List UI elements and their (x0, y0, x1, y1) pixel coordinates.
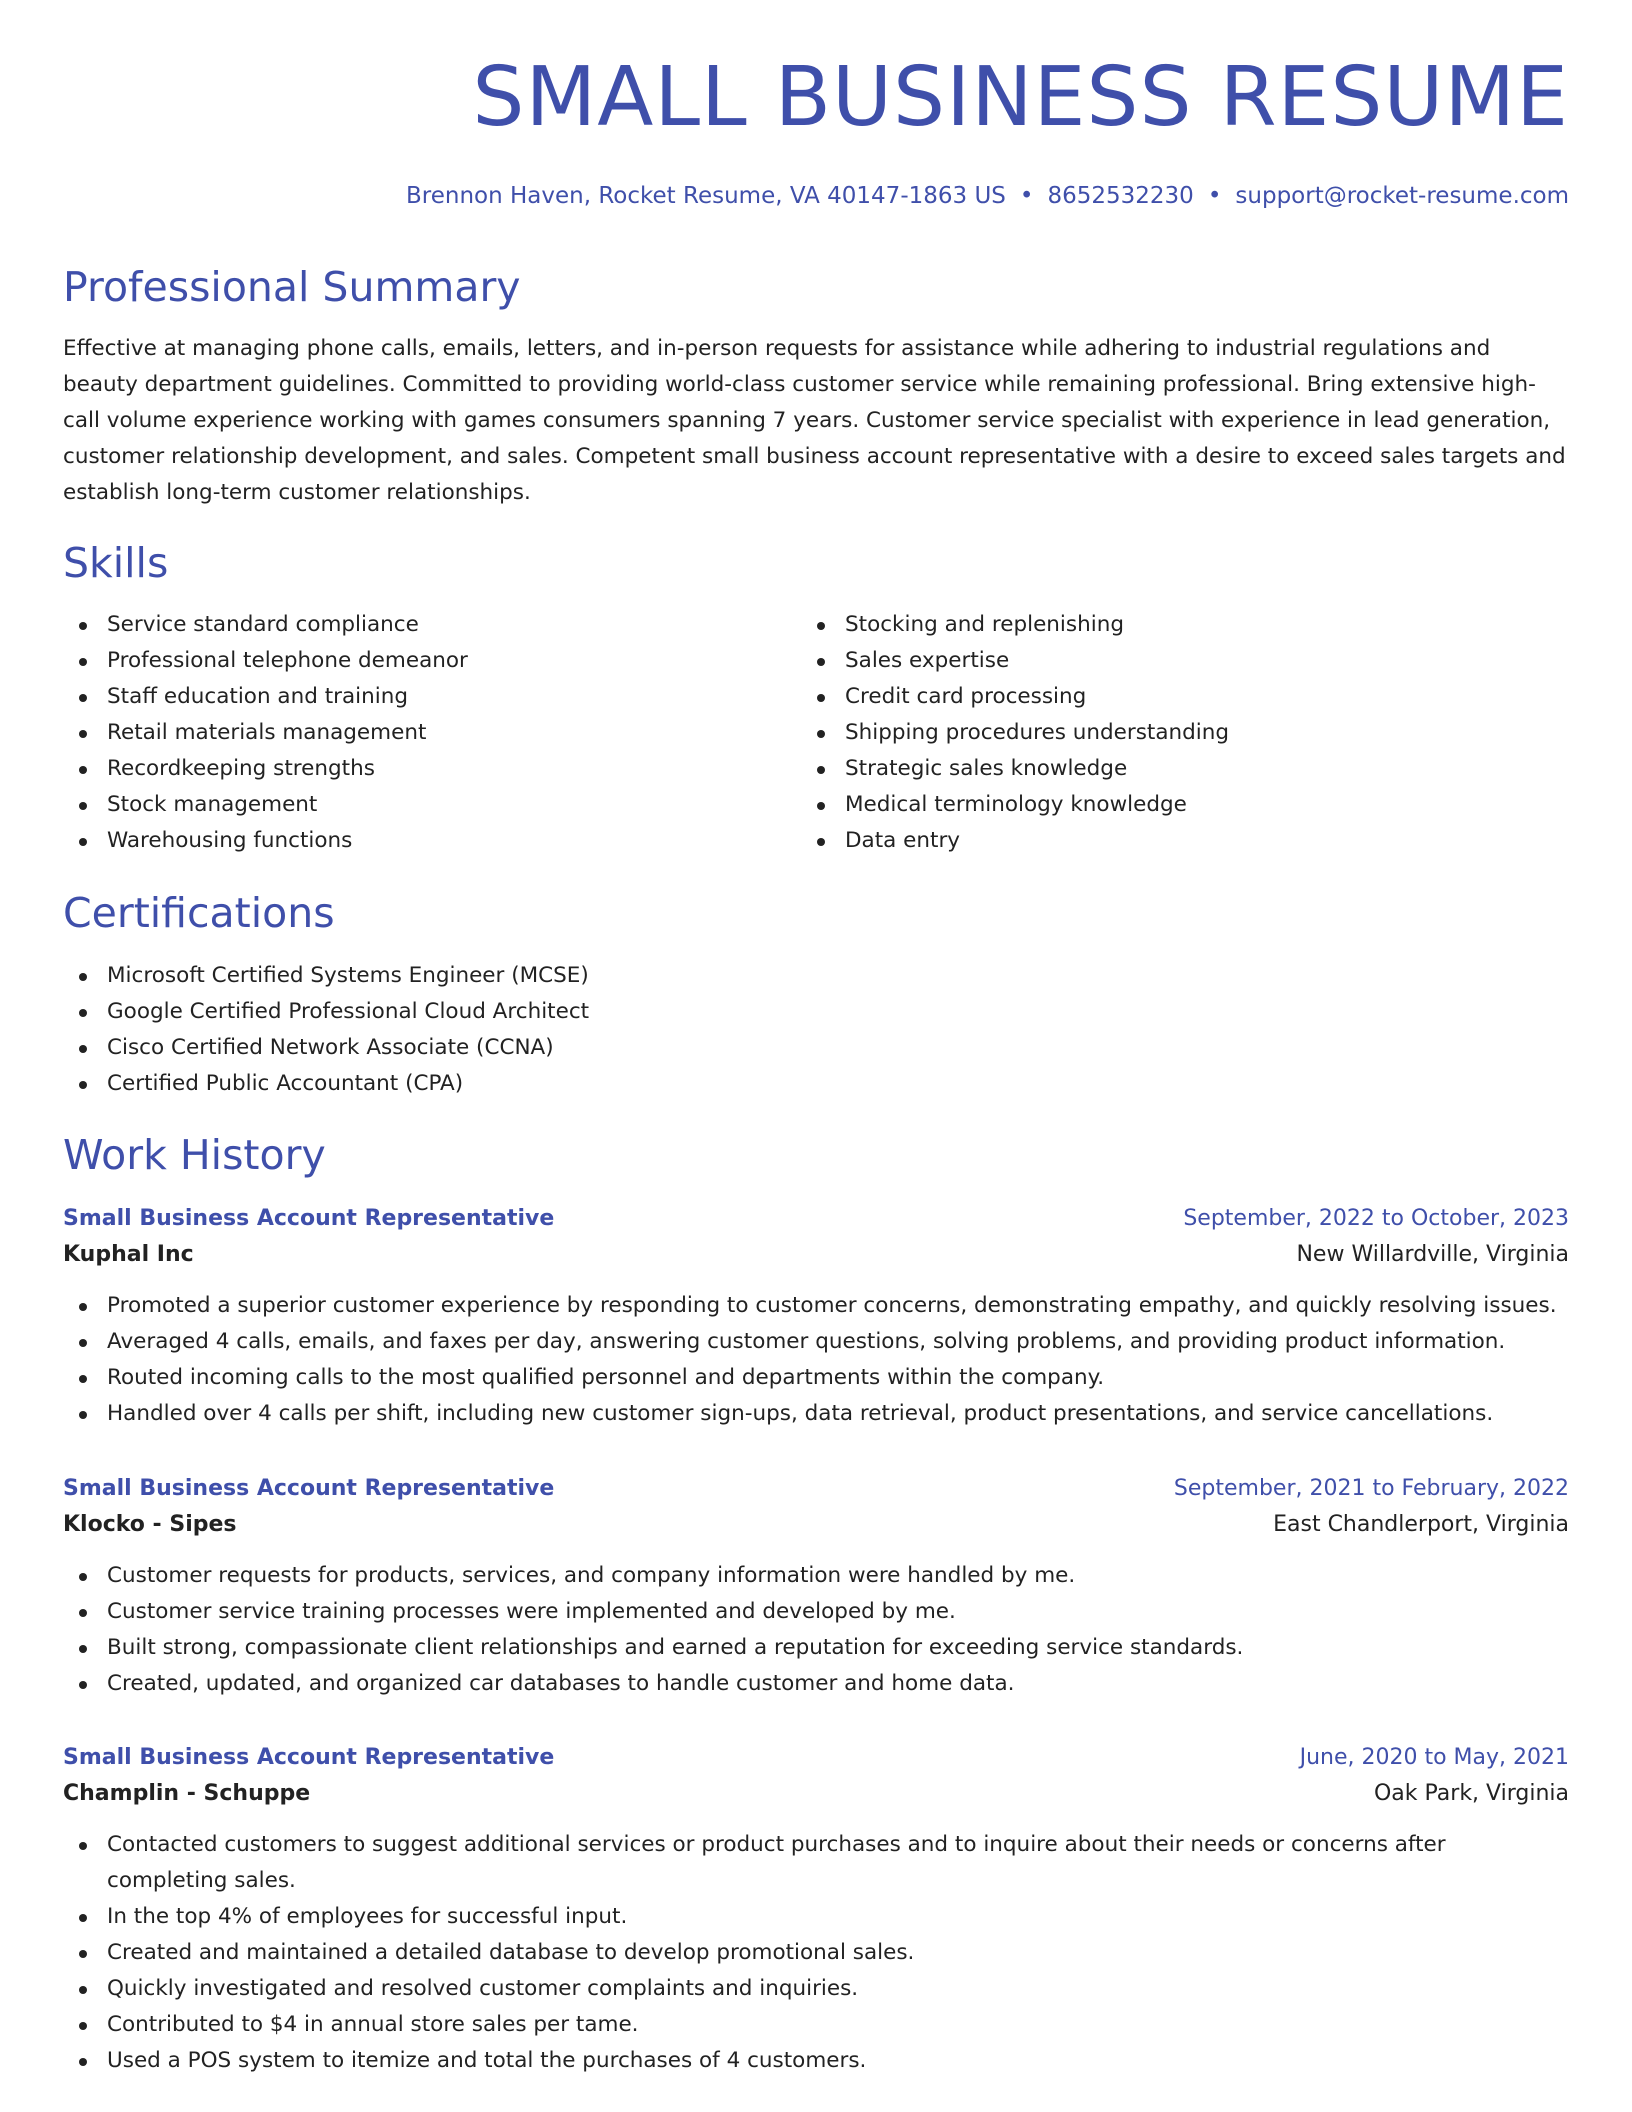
job-duty: Quickly investigated and resolved customer complaints and inquiries. (63, 1971, 1569, 2007)
skills-heading: Skills (63, 539, 169, 587)
skill-item: Recordkeeping strengths (63, 751, 801, 787)
job-duty: Contributed to $4 in annual store sales per tame. (63, 2007, 1569, 2043)
job-entry (63, 1202, 1569, 1432)
job-dates: September, 2021 to February, 2022 (1173, 1476, 1569, 1501)
skill-item: Stocking and replenishing (801, 607, 1539, 643)
certification-item: Google Certified Professional Cloud Architect (63, 994, 1569, 1030)
job-duty: Routed incoming calls to the most qualified personnel and departments within the company. (63, 1360, 1569, 1396)
job-duty: Handled over 4 calls per shift, including new customer sign-ups, data retrieval, product presentations, and service cancellations. (63, 1396, 1569, 1432)
job-location: Oak Park, Virginia (1373, 1781, 1569, 1806)
job-title: Small Business Account Representative (63, 1476, 555, 1501)
contact-line (406, 180, 1569, 212)
skill-item: Data entry (801, 823, 1539, 859)
job-duty: Customer service training processes were implemented and developed by me. (63, 1594, 1569, 1630)
skill-item: Strategic sales knowledge (801, 751, 1539, 787)
certification-item: Certified Public Accountant (CPA) (63, 1066, 1569, 1102)
skill-item: Stock management (63, 787, 801, 823)
job-duties (63, 1558, 1569, 1702)
skill-item: Shipping procedures understanding (801, 715, 1539, 751)
job-duties (63, 1288, 1569, 1432)
job-duty: Averaged 4 calls, emails, and faxes per day, answering customer questions, solving problems, and providing product information. (63, 1324, 1569, 1360)
contact-phone: 8652532230 (1047, 183, 1194, 209)
resume-title: SMALL BUSINESS RESUME (472, 50, 1569, 145)
certification-item: Cisco Certified Network Associate (CCNA) (63, 1030, 1569, 1066)
job-location: East Chandlerport, Virginia (1273, 1512, 1569, 1537)
job-location: New Willardville, Virginia (1296, 1242, 1569, 1267)
skill-item: Credit card processing (801, 679, 1539, 715)
contact-address: Brennon Haven, Rocket Resume, VA 40147-1863 US (406, 183, 1006, 209)
job-title: Small Business Account Representative (63, 1745, 555, 1770)
skill-item: Sales expertise (801, 643, 1539, 679)
job-dates: June, 2020 to May, 2021 (1299, 1745, 1569, 1770)
contact-separator: • (1207, 183, 1222, 209)
job-company: Klocko - Sipes (63, 1512, 237, 1537)
job-duty: Created, updated, and organized car databases to handle customer and home data. (63, 1666, 1569, 1702)
job-duty: Contacted customers to suggest additional services or product purchases and to inquire about their needs or concerns after completing sales. (63, 1827, 1569, 1899)
skills-column-left (63, 607, 801, 859)
skill-item: Service standard compliance (63, 607, 801, 643)
contact-email: support@rocket-resume.com (1235, 183, 1569, 209)
certification-item: Microsoft Certified Systems Engineer (MCSE) (63, 958, 1569, 994)
skill-item: Warehousing functions (63, 823, 801, 859)
job-entry (63, 1472, 1569, 1702)
job-entry (63, 1741, 1569, 2079)
skill-item: Retail materials management (63, 715, 801, 751)
skills-column-right (801, 607, 1539, 859)
job-company: Kuphal Inc (63, 1242, 194, 1267)
work-history-heading: Work History (63, 1131, 326, 1179)
contact-separator: • (1019, 183, 1034, 209)
skill-item: Staff education and training (63, 679, 801, 715)
certifications-list (63, 958, 1569, 1102)
job-duty: Promoted a superior customer experience by responding to customer concerns, demonstrating empathy, and quickly resolving issues. (63, 1288, 1569, 1324)
job-duty: Built strong, compassionate client relationships and earned a reputation for exceeding service standards. (63, 1630, 1569, 1666)
job-duty: Created and maintained a detailed database to develop promotional sales. (63, 1935, 1569, 1971)
job-duty: Used a POS system to itemize and total the purchases of 4 customers. (63, 2043, 1569, 2079)
skills-list (63, 607, 1569, 859)
job-duty: In the top 4% of employees for successful input. (63, 1899, 1569, 1935)
summary-heading: Professional Summary (63, 263, 521, 311)
job-title: Small Business Account Representative (63, 1206, 555, 1231)
skill-item: Professional telephone demeanor (63, 643, 801, 679)
summary-text: Effective at managing phone calls, emails, letters, and in-person requests for assistance while adhering to industrial regulations and beauty department guidelines. Committed to providing world-class customer service while remaining professional. Bring extensive high-call volume experience working with games consumers spanning 7 years. Customer service specialist with experience in lead generation, customer relationship development, and sales. Competent small business account representative with a desire to exceed sales targets and establish long-term customer relationships. (63, 336, 1566, 505)
certifications-heading: Certifications (63, 889, 335, 937)
job-company: Champlin - Schuppe (63, 1781, 311, 1806)
job-duty: Customer requests for products, services, and company information were handled by me. (63, 1558, 1569, 1594)
job-dates: September, 2022 to October, 2023 (1183, 1206, 1569, 1231)
job-duties (63, 1827, 1569, 2079)
skill-item: Medical terminology knowledge (801, 787, 1539, 823)
